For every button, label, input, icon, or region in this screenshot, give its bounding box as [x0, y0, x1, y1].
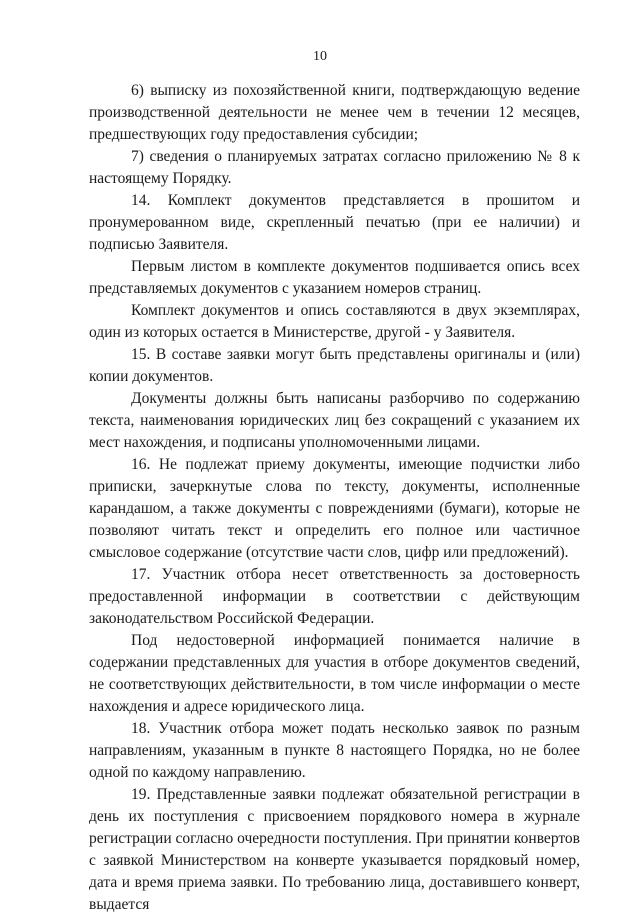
paragraph-clause-14: 14. Комплект документов представляется в прошитом и пронумерованном виде, скрепленный печатью (при ее наличии) и подписью Заявителя.	[89, 192, 580, 253]
paragraph-clause-18: 18. Участник отбора может подать несколько заявок по разным направлениям, указанным в пункте 8 настоящего Порядка, но не более одной по каждому направлению.	[89, 720, 580, 781]
paragraph-clause-17: 17. Участник отбора несет ответственность за достоверность предоставленной информации в соответствии с действующим законодательством Российской Федерации.	[89, 566, 580, 627]
paragraph-clause-19: 19. Представленные заявки подлежат обязательной регистрации в день их поступления с присвоением порядкового номера в журнале регистрации согласно очередности поступления. При принятии конвертов с заявкой Министерством на конверте указывается порядковый номер, дата и время приема заявки. По требованию лица, доставившего конверт, выдается	[89, 786, 580, 913]
page-number: 10	[313, 49, 327, 64]
paragraph-clause-15: 15. В составе заявки могут быть представлены оригиналы и (или) копии документов.	[89, 346, 580, 385]
paragraph-inventory: Первым листом в комплекте документов подшивается опись всех представляемых документов с указанием номеров страниц.	[89, 258, 580, 297]
document-body	[89, 80, 580, 916]
paragraph-false-info: Под недостоверной информацией понимается наличие в содержании представленных для участия в отборе документов сведений, не соответствующих действительности, в том числе информации о месте нахождения и адресе юридического лица.	[89, 632, 580, 715]
paragraph-clause-16: 16. Не подлежат приему документы, имеющие подчистки либо приписки, зачеркнутые слова по тексту, документы, исполненные карандашом, а также документы с повреждениями (бумаги), которые не позволяют читать текст и определить его полное или частичное смысловое содержание (отсутствие части слов, цифр или предложений).	[89, 456, 580, 561]
paragraph-item-6: 6) выписку из похозяйственной книги, подтверждающую ведение производственной деятельности не менее чем в течении 12 месяцев, предшествующих году предоставления субсидии;	[89, 82, 580, 143]
paragraph-item-7: 7) сведения о планируемых затратах согласно приложению № 8 к настоящему Порядку.	[89, 148, 580, 187]
paragraph-legibility: Документы должны быть написаны разборчиво по содержанию текста, наименования юридических лиц без сокращений с указанием их мест нахождения, и подписаны уполномоченными лицами.	[89, 390, 580, 451]
paragraph-copies: Комплект документов и опись составляются в двух экземплярах, один из которых остается в Министерстве, другой - у Заявителя.	[89, 302, 580, 341]
